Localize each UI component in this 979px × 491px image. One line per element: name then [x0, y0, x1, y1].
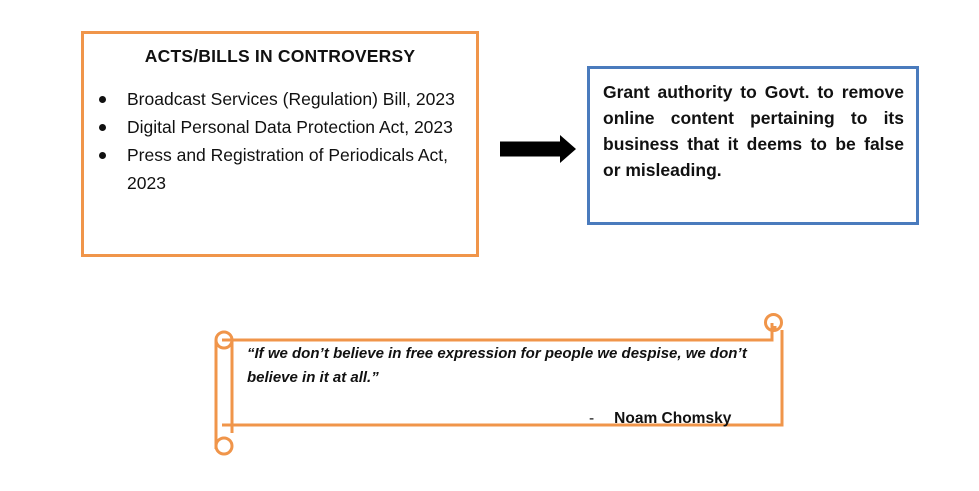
- acts-bills-box: [81, 31, 479, 257]
- grant-authority-text: Grant authority to Govt. to remove online content pertaining to its business that it deems to be false or misleading.: [603, 82, 904, 180]
- quote-author: Noam Chomsky: [614, 410, 732, 427]
- attribution-dash: -: [589, 410, 595, 427]
- list-item: Digital Personal Data Protection Act, 2023: [96, 113, 472, 141]
- grant-authority-box: [587, 66, 919, 225]
- list-item: Broadcast Services (Regulation) Bill, 2023: [96, 85, 472, 113]
- right-arrow-icon: [500, 135, 578, 163]
- quote-attribution: [589, 410, 731, 428]
- quote-text: “If we don’t believe in free expression for people we despise, we don’t believe in it at all.”: [247, 345, 747, 386]
- acts-bills-list: [96, 85, 472, 197]
- list-item: Press and Registration of Periodicals Act, 2023: [96, 141, 472, 197]
- acts-bills-title: ACTS/BILLS IN CONTROVERSY: [144, 46, 416, 66]
